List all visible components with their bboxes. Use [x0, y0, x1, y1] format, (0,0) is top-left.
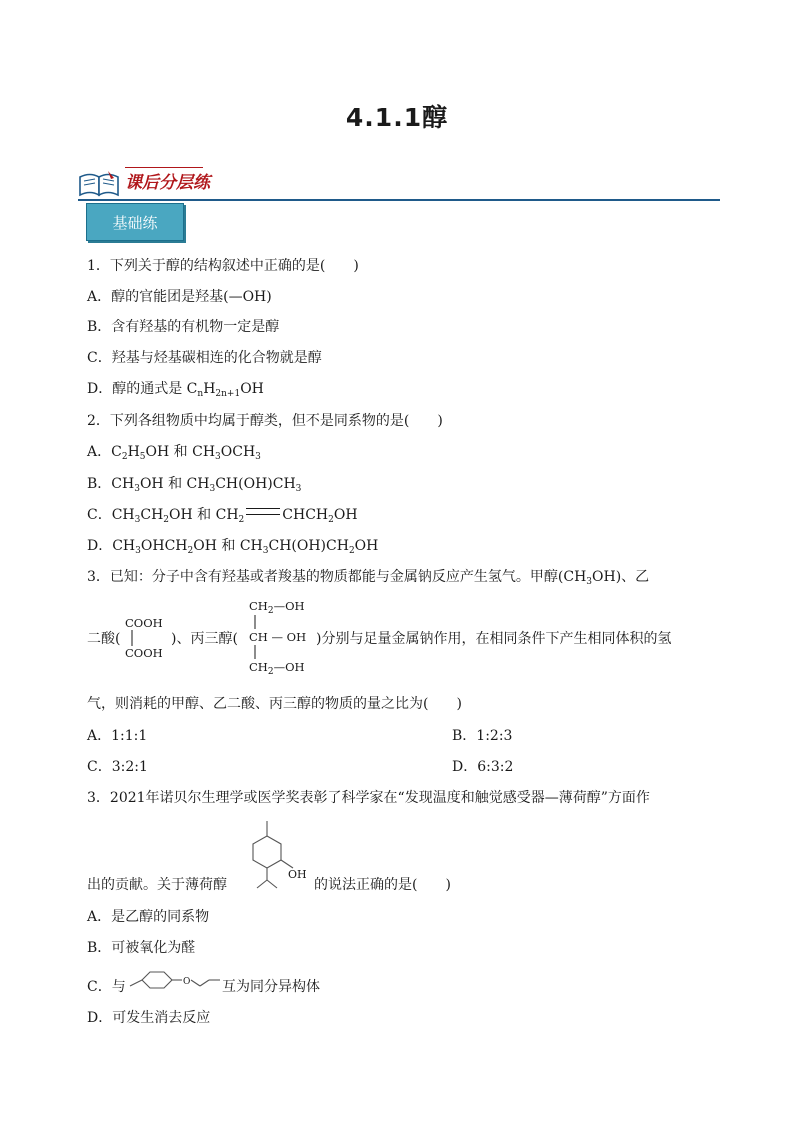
q1-option-c: C．羟基与烃基碳相连的化合物就是醇 — [87, 350, 322, 366]
q3-stem-line1: 3．已知：分子中含有羟基或者羧基的物质都能与金属钠反应产生氢气。甲醇$(CH_3OH)$、乙 — [87, 569, 650, 587]
q2-option-b: B．$CH_3OH$ 和 $CH_3CH(OH)CH_3$ — [87, 476, 302, 494]
section-label: 课后分层练 — [125, 173, 210, 193]
section-divider — [78, 199, 720, 201]
glycerol-bottom: $CH_2—OH$ — [249, 660, 305, 677]
q1-option-d: D．醇的通式是 $C_nH_{2n+1}OH$ — [87, 381, 264, 399]
q2-stem: 2．下列各组物质中均属于醇类，但不是同系物的是( ) — [87, 413, 443, 429]
q1-option-b: B．含有羟基的有机物一定是醇 — [87, 319, 280, 335]
glycerol-top: $CH_2—OH$ — [249, 599, 305, 616]
q2-option-c: C．$CH_3CH_2OH$ 和 $CH_2$ $CHCH_2OH$ — [87, 507, 358, 525]
level-badge: 基础练 — [86, 203, 184, 241]
q4-option-a: A．是乙醇的同系物 — [87, 909, 210, 925]
oxalic-acid-bond — [130, 630, 134, 646]
q4-option-c: C．与 — [87, 979, 126, 995]
q4-stem-line2-part1: 出的贡献。关于薄荷醇 — [87, 877, 227, 893]
glycerol-middle: CH — OH — [249, 630, 307, 644]
q1-option-a: A．醇的官能团是羟基(—OH) — [87, 289, 272, 305]
ether-isomer-structure — [128, 966, 222, 996]
q3-stem-line2-part2: )、丙三醇( — [171, 631, 238, 647]
q4-stem-line1: 3．2021年诺贝尔生理学或医学奖表彰了科学家在“发现温度和触觉感受器—薄荷醇”方面作 — [87, 790, 650, 806]
page-title: 4.1.1醇 — [345, 103, 449, 132]
menthol-oh-label: OH — [288, 868, 307, 881]
oxalic-acid-top: COOH — [125, 616, 163, 630]
q4-option-b: B．可被氧化为醛 — [87, 940, 196, 956]
q3-option-d: D．6:3:2 — [452, 759, 514, 775]
q2-option-a: A．$C_2H_5OH$ 和 $CH_3OCH_3$ — [87, 444, 261, 462]
q3-option-c: C．3:2:1 — [87, 759, 148, 775]
q3-option-b: B．1:2:3 — [452, 728, 513, 744]
q1-stem: 1．下列关于醇的结构叙述中正确的是( ) — [87, 258, 359, 274]
q3-options-row1 — [87, 727, 513, 745]
menthol-structure — [245, 818, 315, 894]
glycerol-bonds — [253, 613, 257, 673]
q4-option-d: D．可发生消去反应 — [87, 1010, 211, 1026]
section-header — [78, 165, 720, 201]
double-bond-symbol — [246, 508, 280, 515]
oxalic-acid-bottom: COOH — [125, 646, 163, 660]
q3-options-row2 — [87, 758, 514, 776]
q3-option-a: A．1:1:1 — [87, 728, 148, 744]
q4-stem-line2-part2: 的说法正确的是( ) — [314, 877, 451, 893]
q3-stem-line2-part1: 二酸( — [87, 631, 121, 647]
q4-option-c-suffix: 互为同分异构体 — [222, 979, 320, 995]
open-book-icon — [78, 169, 122, 199]
q2-option-d: D．$CH_3OHCH_2OH$ 和 $CH_3CH(OH)CH_2OH$ — [87, 538, 379, 556]
q3-stem-line3: 气，则消耗的甲醇、乙二酸、丙三醇的物质的量之比为( ) — [87, 696, 462, 712]
q3-stem-line2-part3: )分别与足量金属钠作用，在相同条件下产生相同体积的氢 — [316, 631, 672, 647]
ether-o-label: O — [183, 977, 191, 987]
